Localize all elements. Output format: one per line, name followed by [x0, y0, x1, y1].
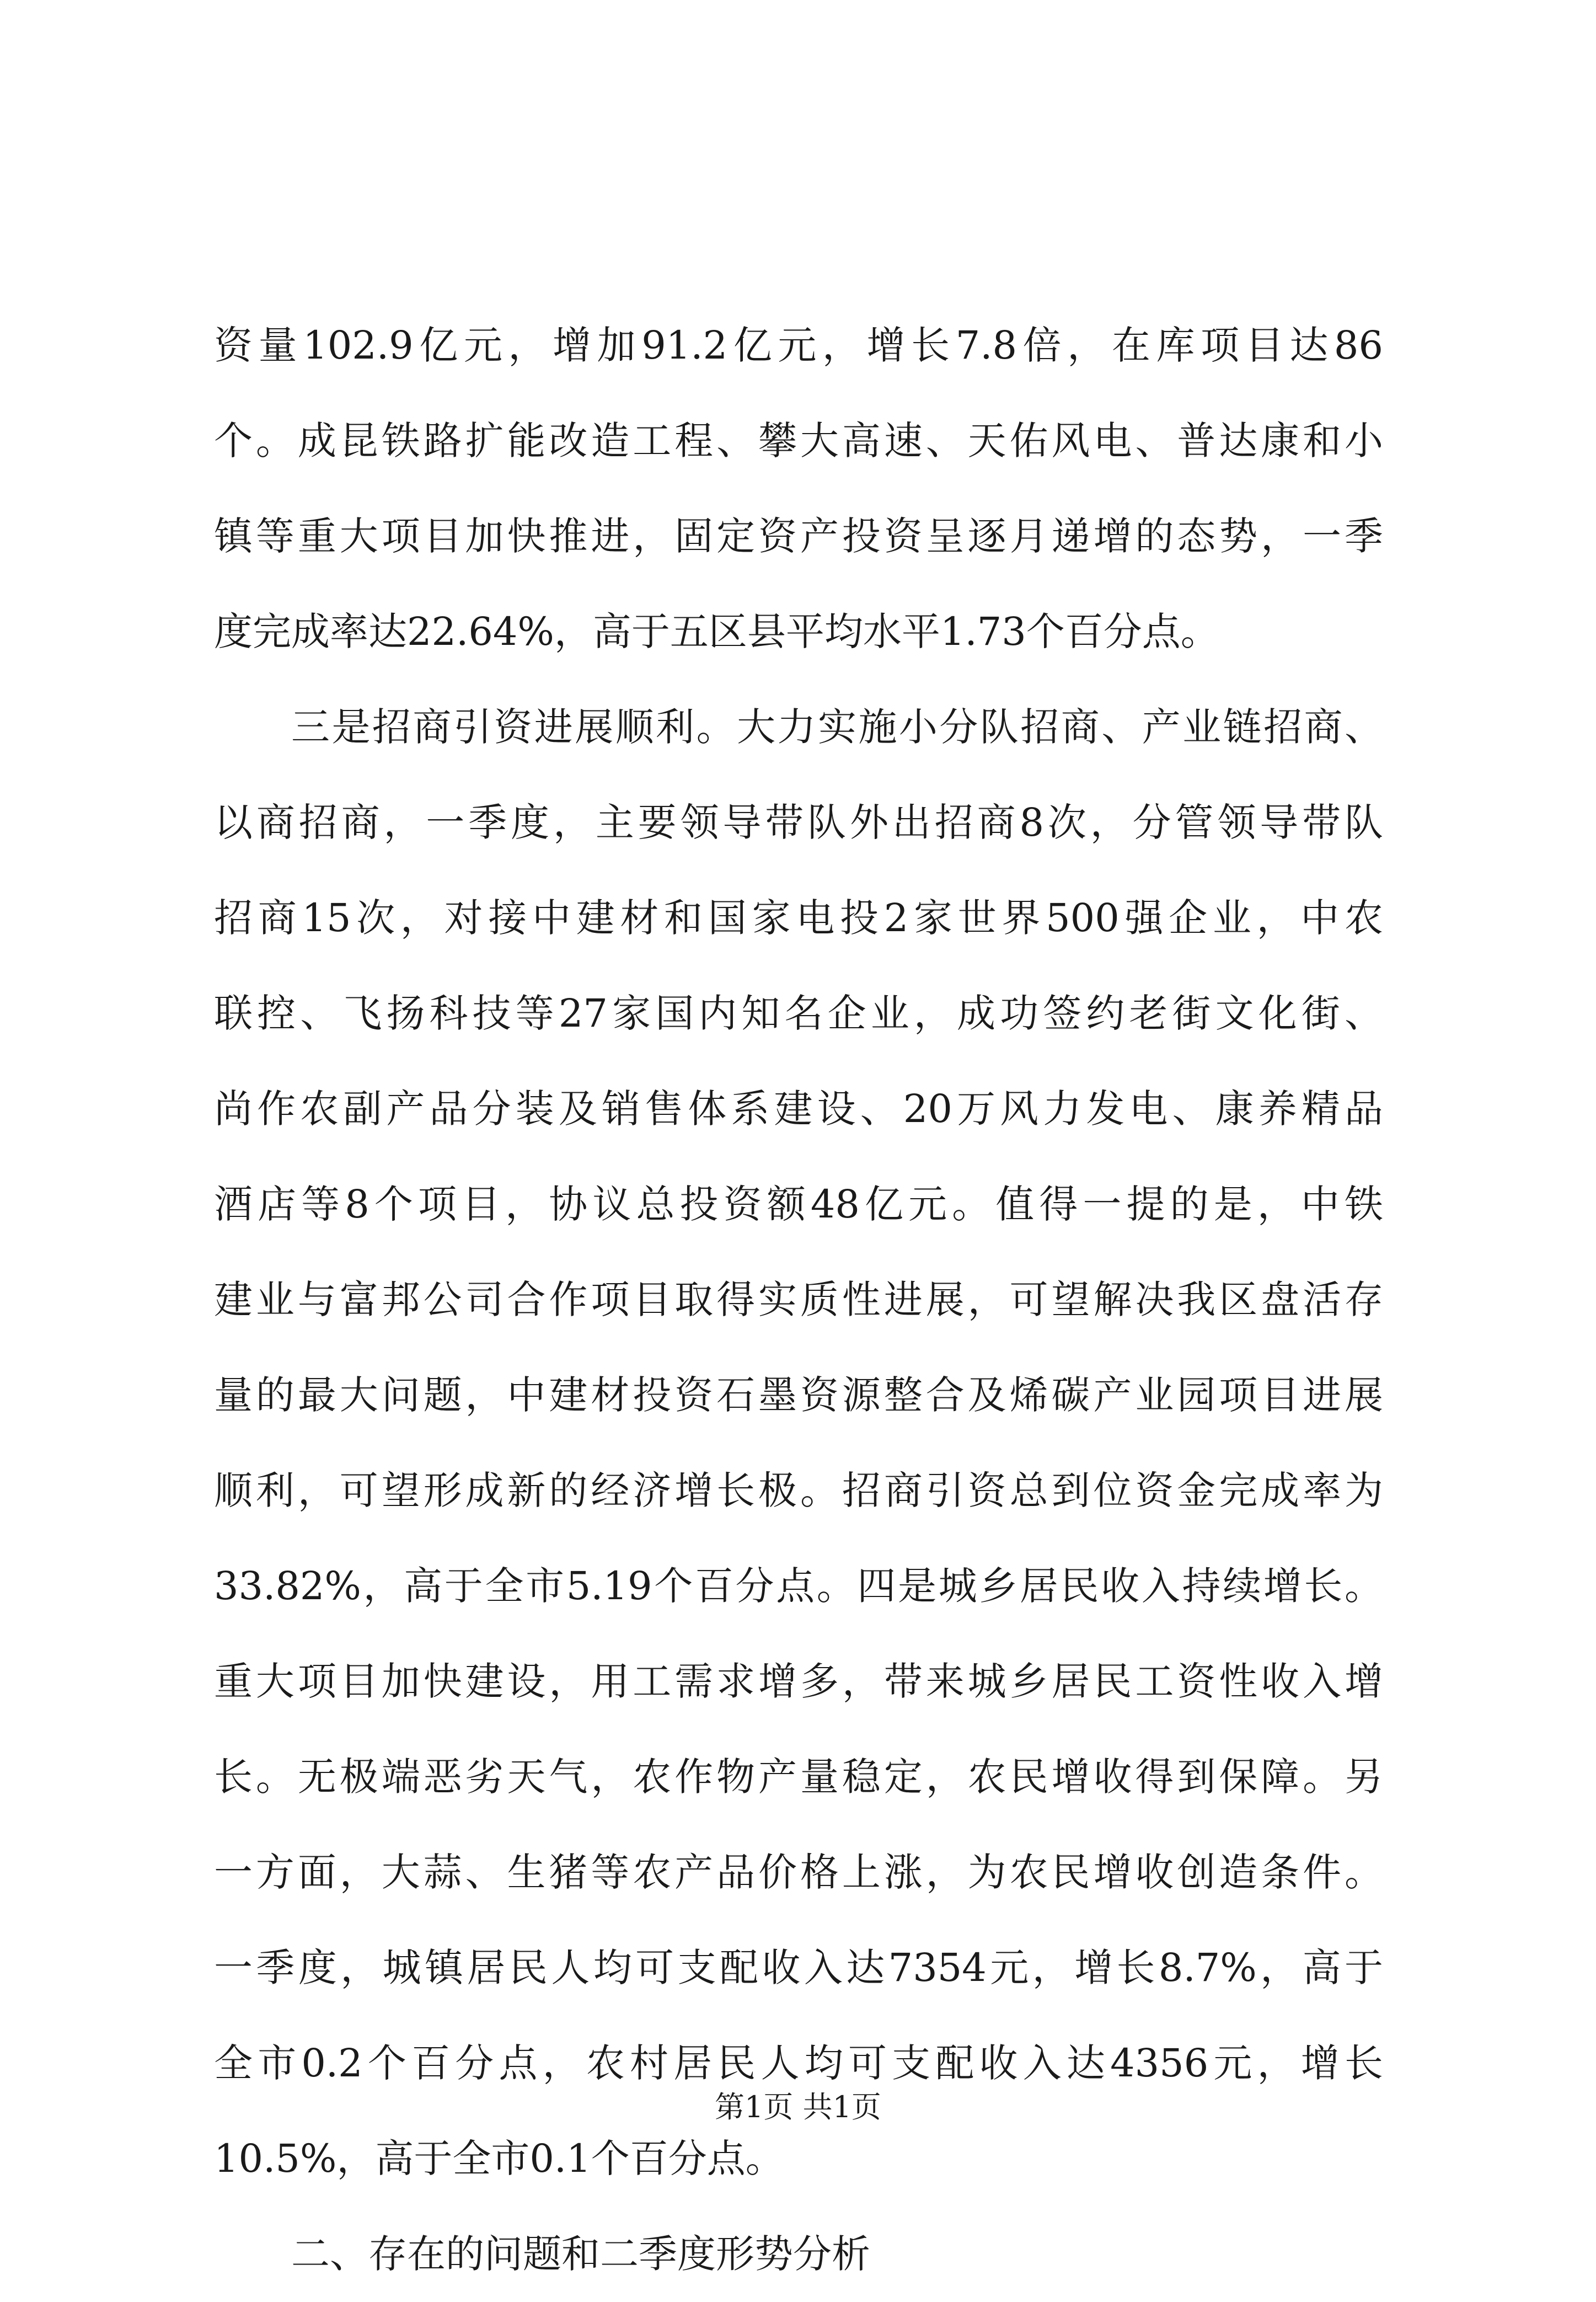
text-line: 顺利，可望形成新的经济增长极。招商引资总到位资金完成率为 [214, 1468, 1383, 1513]
text-line: 个。成昆铁路扩能改造工程、攀大高速、天佑风电、普达康和小 [214, 418, 1383, 463]
text-line: 以商招商，一季度，主要领导带队外出招商8次，分管领导带队 [214, 800, 1383, 845]
text-line: 度完成率达22.64%，高于五区县平均水平1.73个百分点。 [214, 609, 1219, 654]
text-line: 镇等重大项目加快推进，固定资产投资呈逐月递增的态势，一季 [214, 514, 1383, 559]
text-line: 全市0.2个百分点，农村居民人均可支配收入达4356元，增长 [214, 2041, 1383, 2086]
text-line: 一季度，城镇居民人均可支配收入达7354元，增长8.7%，高于 [214, 1945, 1383, 1990]
text-line: 33.82%，高于全市5.19个百分点。四是城乡居民收入持续增长。 [214, 1563, 1383, 1609]
text-line: 建业与富邦公司合作项目取得实质性进展，可望解决我区盘活存 [214, 1277, 1383, 1322]
text-line: 重大项目加快建设，用工需求增多，带来城乡居民工资性收入增 [214, 1659, 1383, 1704]
text-line: 联控、飞扬科技等27家国内知名企业，成功签约老街文化街、 [214, 991, 1383, 1036]
text-line: 资量102.9亿元，增加91.2亿元，增长7.8倍，在库项目达86 [214, 323, 1383, 368]
paragraph-first-line: 三是招商引资进展顺利。大力实施小分队招商、产业链招商、 [291, 704, 1383, 750]
text-line: 10.5%，高于全市0.1个百分点。 [214, 2136, 784, 2181]
text-line: 招商15次，对接中建材和国家电投2家世界500强企业，中农 [214, 895, 1383, 941]
text-line: 长。无极端恶劣天气，农作物产量稳定，农民增收得到保障。另 [214, 1754, 1383, 1799]
section-heading: 二、存在的问题和二季度形势分析 [291, 2231, 870, 2277]
text-line: 酒店等8个项目，协议总投资额48亿元。值得一提的是，中铁 [214, 1182, 1383, 1227]
page-footer: 第1页 共1页 [715, 2090, 881, 2124]
text-line: 尚作农副产品分装及销售体系建设、20万风力发电、康养精品 [214, 1086, 1383, 1131]
text-line: 一方面，大蒜、生猪等农产品价格上涨，为农民增收创造条件。 [214, 1850, 1383, 1895]
text-line: 量的最大问题，中建材投资石墨资源整合及烯碳产业园项目进展 [214, 1372, 1383, 1418]
document-body [214, 298, 1383, 2302]
